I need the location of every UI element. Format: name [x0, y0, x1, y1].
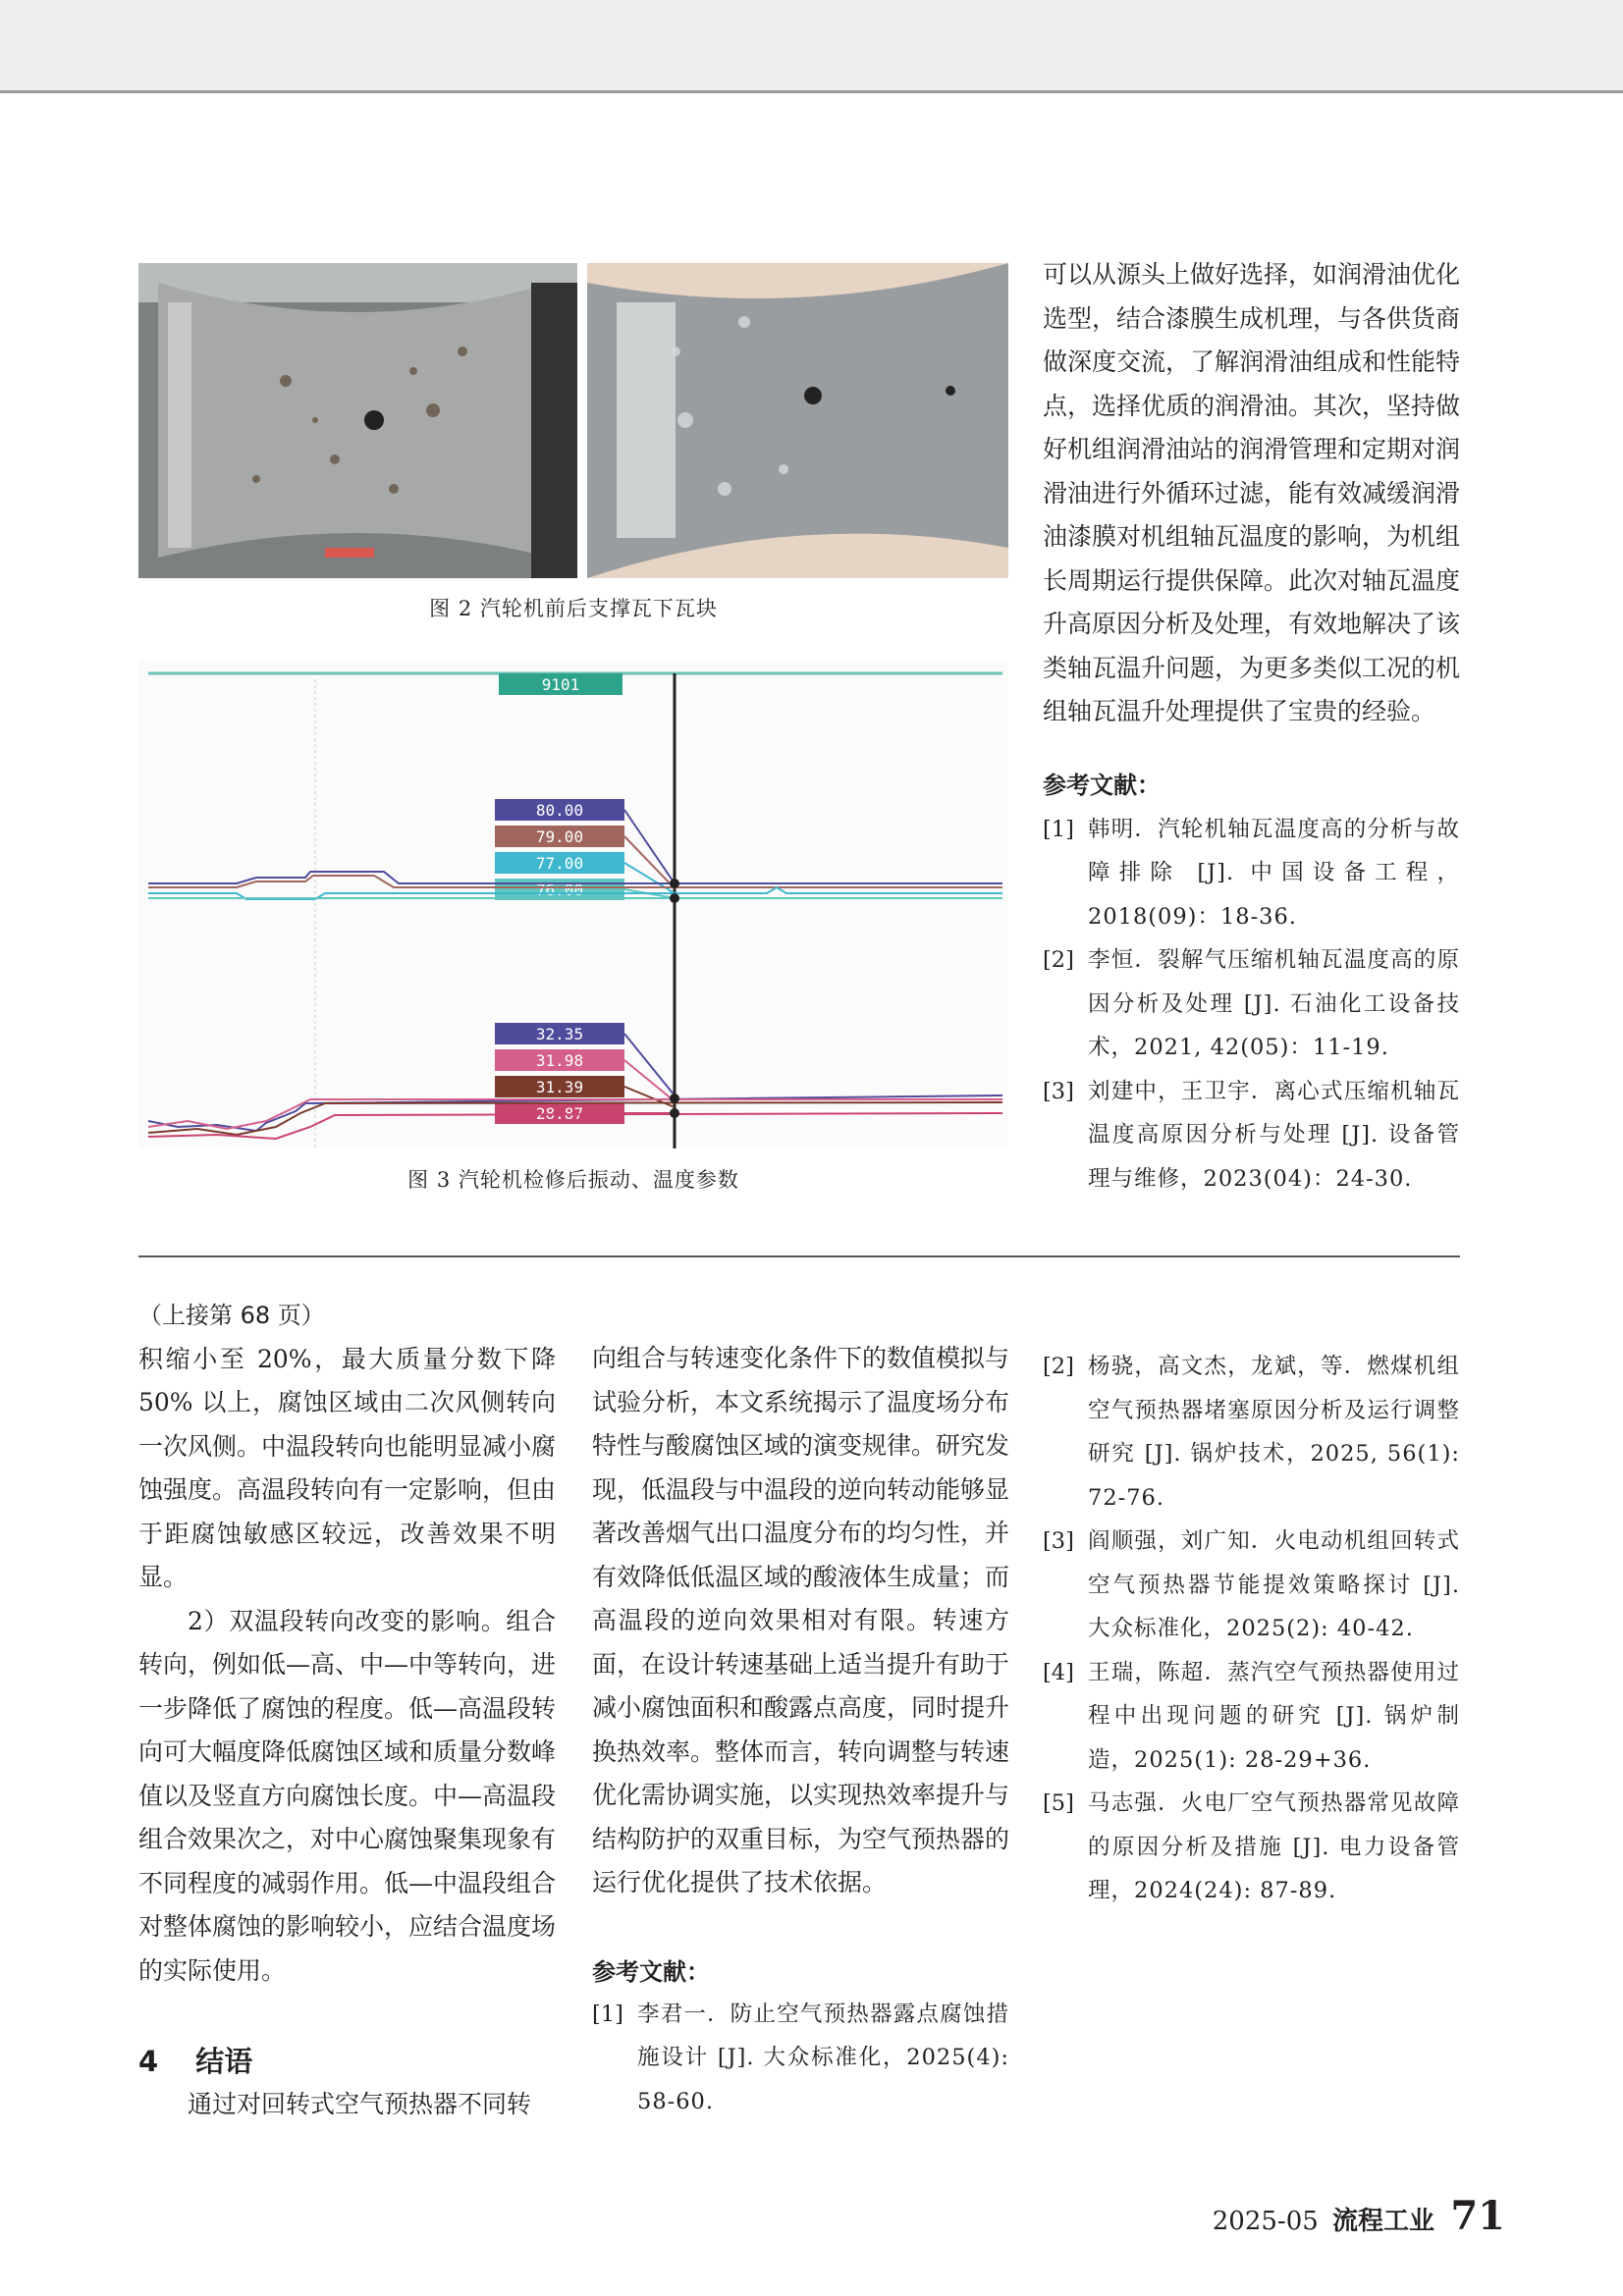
reference-item [1043, 808, 1460, 939]
references-heading: 参考文献： [1043, 771, 1161, 799]
reference-item [1043, 1070, 1460, 1201]
chart-value-leader-line [624, 810, 675, 883]
chart-upper-group [495, 799, 675, 900]
bearing-pad-photo-icon [587, 263, 1008, 578]
chart-value-label: 31.39 [535, 1078, 584, 1096]
reference-number: [1] [592, 2001, 623, 2027]
references-list [1043, 808, 1460, 1201]
chart-plot-area [138, 660, 1008, 1148]
col1-paragraph-1: 积缩小至 20%，最大质量分数下降 50% 以上，腐蚀区域由二次风侧转向一次风侧。中温段转向也能明显减小腐蚀强度。高温段转向有一定影响，但由于距腐蚀敏感区较远，改善效果不明显。 [138, 1344, 557, 1591]
reference-text: 李恒．裂解气压缩机轴瓦温度高的原因分析及处理 [J]. 石油化工设备技术，2021, 42(05)：11-19. [1088, 947, 1460, 1060]
figure2-photo-right [587, 263, 1008, 578]
chart-cursor-point [670, 1108, 679, 1118]
chart-value-label: 28.87 [535, 1104, 584, 1123]
col2-references-heading: 参考文献： [592, 1957, 710, 1986]
reference-number: [4] [1043, 1659, 1074, 1685]
reference-number: [2] [1043, 947, 1074, 973]
chart-lower-group [495, 1023, 675, 1124]
reference-text: 李君一．防止空气预热器露点腐蚀措施设计 [J]. 大众标准化，2025(4): 58-60. [637, 2001, 1009, 2114]
bearing-pad-photo-icon [138, 263, 577, 578]
reference-number: [2] [1043, 1354, 1074, 1379]
conclusion-paragraph: 可以从源头上做好选择，如润滑油优化选型，结合漆膜生成机理，与各供货商做深度交流，了解润滑油组成和性能特点，选择优质的润滑油。其次，坚持做好机组润滑油站的润滑管理和定期对润滑油进行外循环过滤，能有效减缓润滑油漆膜对机组轴瓦温度的影响，为机组长周期运行提供保障。此次对轴瓦温度升高原因分析及处理，有效地解决了该类轴瓦温升问题，为更多类似工况的机组轴瓦温升处理提供了宝贵的经验。 [1043, 260, 1461, 725]
chart-value-label: 32.35 [535, 1025, 584, 1043]
col1-paragraph-3: 通过对回转式空气预热器不同转 [188, 2090, 532, 2118]
chart-value-label: 77.00 [535, 854, 584, 873]
continued-note: （上接第 68 页） [138, 1302, 325, 1329]
footer-issue: 2025-05 [1212, 2207, 1319, 2236]
col1-paragraph-2: 2）双温段转向改变的影响。组合转向，例如低—高、中—中等转向，进一步降低了腐蚀的程度。低—高温段转向可大幅度降低腐蚀区域和质量分数峰值以及竖直方向腐蚀长度。中—高温段组合效果次之，对中心腐蚀聚集现象有不同程度的减弱作用。低—中温段组合对整体腐蚀的影响较小，应结合温度场的实际使用。 [138, 1606, 557, 1985]
reference-item [1043, 1520, 1460, 1651]
chart-top-label: 9101 [541, 675, 580, 694]
reference-text: 马志强．火电厂空气预热器常见故障的原因分析及措施 [J]. 电力设备管理，2024(24): 87-89. [1088, 1790, 1460, 1903]
chart-value-label: 80.00 [535, 801, 584, 820]
section-number: 4 [138, 2045, 159, 2078]
page-header-band [0, 0, 1623, 93]
reference-text: 韩明．汽轮机轴瓦温度高的分析与故障排除 [J]. 中国设备工程，2018(09)：18-36. [1088, 816, 1460, 930]
chart-cursor-point [670, 1094, 679, 1103]
reference-number: [1] [1043, 816, 1074, 842]
reference-item [1043, 938, 1460, 1070]
reference-item [1043, 1345, 1460, 1520]
reference-item [1043, 1651, 1460, 1783]
page-footer [1213, 2193, 1505, 2239]
bottom-column-2 [592, 1337, 1009, 2123]
chart-value-leader-line [624, 1087, 675, 1107]
reference-number: [3] [1043, 1078, 1074, 1104]
reference-text: 杨骁，高文杰，龙斌，等．燃煤机组空气预热器堵塞原因分析及运行调整研究 [J]. 锅炉技术，2025, 56(1): 72-76. [1088, 1354, 1460, 1511]
chart-value-label: 31.98 [535, 1051, 584, 1070]
reference-text: 刘建中，王卫宇．离心式压缩机轴瓦温度高原因分析与处理 [J]. 设备管理与维修，2023(04)：24-30. [1088, 1078, 1460, 1192]
chart-value-leader-line [624, 1060, 675, 1101]
reference-number: [3] [1043, 1528, 1074, 1554]
section-title: 结语 [195, 2045, 253, 2078]
chart-value-leader-line [624, 1034, 675, 1095]
footer-journal: 流程工业 [1332, 2207, 1435, 2236]
col3-references-list [1043, 1345, 1460, 1913]
reference-text: 王瑞，陈超．蒸汽空气预热器使用过程中出现问题的研究 [J]. 锅炉制造，2025(1): 28-29+36. [1088, 1659, 1460, 1773]
chart-cursor-point [670, 879, 679, 888]
col2-references-list [592, 1993, 1009, 2124]
col2-paragraph-1: 向组合与转速变化条件下的数值模拟与试验分析，本文系统揭示了温度场分布特性与酸腐蚀区域的演变规律。研究发现，低温段与中温段的逆向转动能够显著改善烟气出口温度分布的均匀性，并有效降低低温区域的酸液体生成量；而高温段的逆向效果相对有限。转速方面，在设计转速基础上适当提升有助于减小腐蚀面积和酸露点高度，同时提升换热效率。整体而言，转向调整与转速优化需协调实施，以实现热效率提升与结构防护的双重目标，为空气预热器的运行优化提供了技术依据。 [592, 1344, 1010, 1896]
chart-value-leader-line [624, 836, 675, 888]
figure2-photo-left [138, 263, 577, 578]
section-divider [138, 1255, 1460, 1257]
reference-number: [5] [1043, 1790, 1074, 1816]
chart-value-leader-line [624, 863, 675, 893]
section-heading [138, 2040, 556, 2083]
bottom-column-3 [1043, 1345, 1460, 1913]
reference-item [1043, 1782, 1460, 1913]
reference-item [592, 1993, 1009, 2124]
figure3-caption: 图 3 汽轮机检修后振动、温度参数 [407, 1168, 739, 1192]
chart-value-label: 76.00 [535, 881, 584, 899]
top-right-column [1043, 253, 1460, 1201]
bottom-column-1 [138, 1294, 556, 2127]
figure2-caption: 图 2 汽轮机前后支撑瓦下瓦块 [429, 597, 718, 620]
figure3-chart [138, 660, 1008, 1148]
footer-page-number: 71 [1450, 2193, 1505, 2239]
chart-cursor-point [670, 893, 679, 903]
chart-value-label: 79.00 [535, 828, 584, 846]
reference-text: 阎顺强，刘广知．火电动机组回转式空气预热器节能提效策略探讨 [J]. 大众标准化，2025(2): 40-42. [1088, 1528, 1460, 1641]
